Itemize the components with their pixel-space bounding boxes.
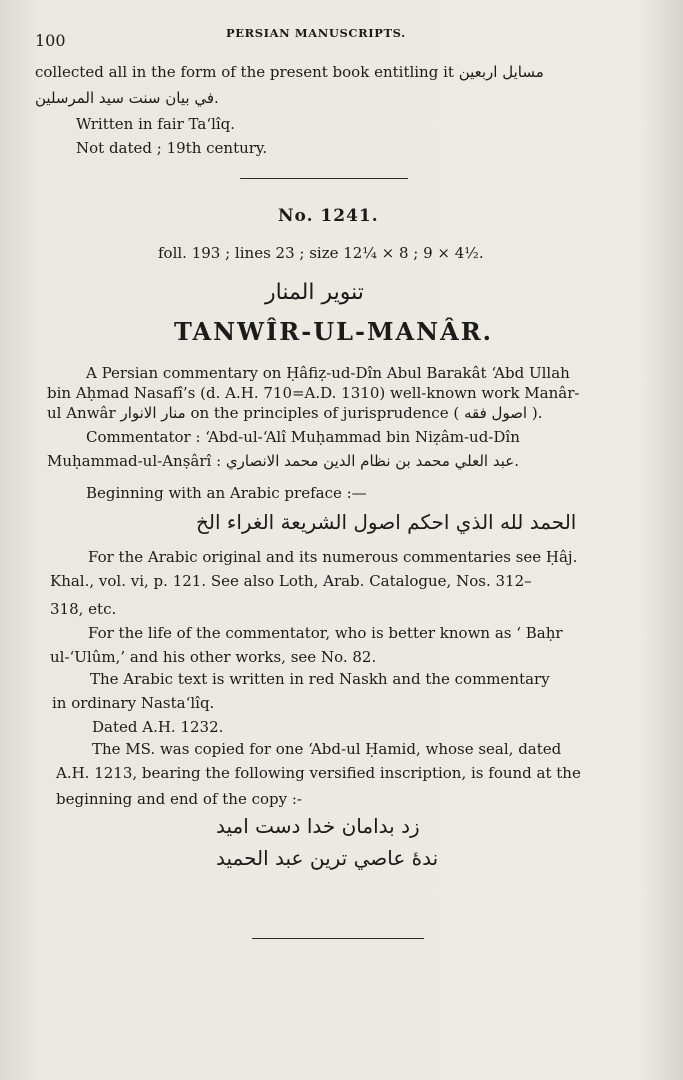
- page-number: 100: [35, 31, 66, 50]
- seal-verse-line-1: زد بدامان خدا دست امید: [216, 814, 420, 838]
- description-line-2: bin Aḥmad Nasafî’s (d. A.H. 710=A.D. 1310) well-known work Manâr-: [47, 384, 580, 402]
- text-note-line-2: in ordinary Nasta‘lîq.: [52, 694, 215, 712]
- copied-line-3: beginning and end of the copy :-: [56, 790, 302, 808]
- arabic-title-fragment-2: في بيان سنت سيد المرسلين: [35, 89, 214, 107]
- commentator-arabic-name: عبد العلي محمد بن نظام الدين محمد الانصاري: [225, 452, 515, 470]
- text-note-line-1: The Arabic text is written in red Naskh and the commentary: [90, 670, 550, 688]
- entry-number: No. 1241.: [278, 206, 379, 226]
- commentator-line-2: [47, 452, 519, 470]
- commentator-nisba: Muḥammad-ul-Anṣârî :: [47, 452, 222, 470]
- closing-paren: ).: [531, 404, 543, 422]
- running-title: PERSIAN MANUSCRIPTS.: [226, 26, 406, 40]
- seal-verse-line-2: ندهٔ عاصي ترين عبد الحميد: [216, 846, 439, 870]
- life-line-2: ul-‘Ulûm,’ and his other works, see No. 82.: [50, 648, 377, 666]
- continuation-text: collected all in the form of the present book entitling it: [35, 63, 454, 81]
- beginning-label: Beginning with an Arabic preface :—: [86, 484, 367, 502]
- script-note: Written in fair Ta‘lîq.: [76, 115, 236, 133]
- copied-line-2: A.H. 1213, bearing the following versified inscription, is found at the: [56, 764, 581, 782]
- description-line-3: [47, 404, 543, 422]
- continuation-line-1: [35, 63, 544, 81]
- arabic-preface: الحمد لله الذي احكم اصول الشريعة الغراء الخ: [196, 510, 577, 534]
- principles-text: on the principles of jurisprudence (: [190, 404, 460, 422]
- work-name-latin: ul Anwâr: [47, 404, 116, 422]
- date-note: Not dated ; 19th century.: [76, 139, 268, 157]
- latin-title: TANWÎR-UL-MANÂR.: [174, 317, 494, 346]
- continuation-line-2: [35, 89, 219, 107]
- copied-line-1: The MS. was copied for one ‘Abd-ul Ḥamid, whose seal, dated: [92, 740, 562, 758]
- description-line-1: A Persian commentary on Ḥâfiẓ-ud-Dîn Abul Barakât ‘Abd Ullah: [86, 364, 570, 382]
- references-line-3: 318, etc.: [50, 600, 117, 618]
- collation: foll. 193 ; lines 23 ; size 12¼ × 8 ; 9 × 4½.: [158, 244, 484, 262]
- arabic-title: تنوير المنار: [265, 280, 364, 305]
- end-divider: [252, 938, 424, 939]
- jurisprudence-arabic: اصول فقه: [463, 404, 528, 422]
- references-line-2: Khal., vol. vi, p. 121. See also Loth, Arab. Catalogue, Nos. 312–: [50, 572, 532, 590]
- dated-note: Dated A.H. 1232.: [92, 718, 224, 736]
- life-line-1: For the life of the commentator, who is better known as ‘ Baḥr: [88, 624, 563, 642]
- references-line-1: For the Arabic original and its numerous commentaries see Ḥâj.: [88, 548, 578, 566]
- section-divider: [240, 178, 408, 179]
- period: .: [214, 89, 219, 107]
- work-name-arabic: منار الانوار: [120, 404, 186, 422]
- arabic-title-fragment: مسايل اربعين: [458, 63, 544, 81]
- commentator-line-1: Commentator : ‘Abd-ul-‘Alî Muḥammad bin Niẓâm-ud-Dîn: [86, 428, 520, 446]
- period: .: [514, 452, 519, 470]
